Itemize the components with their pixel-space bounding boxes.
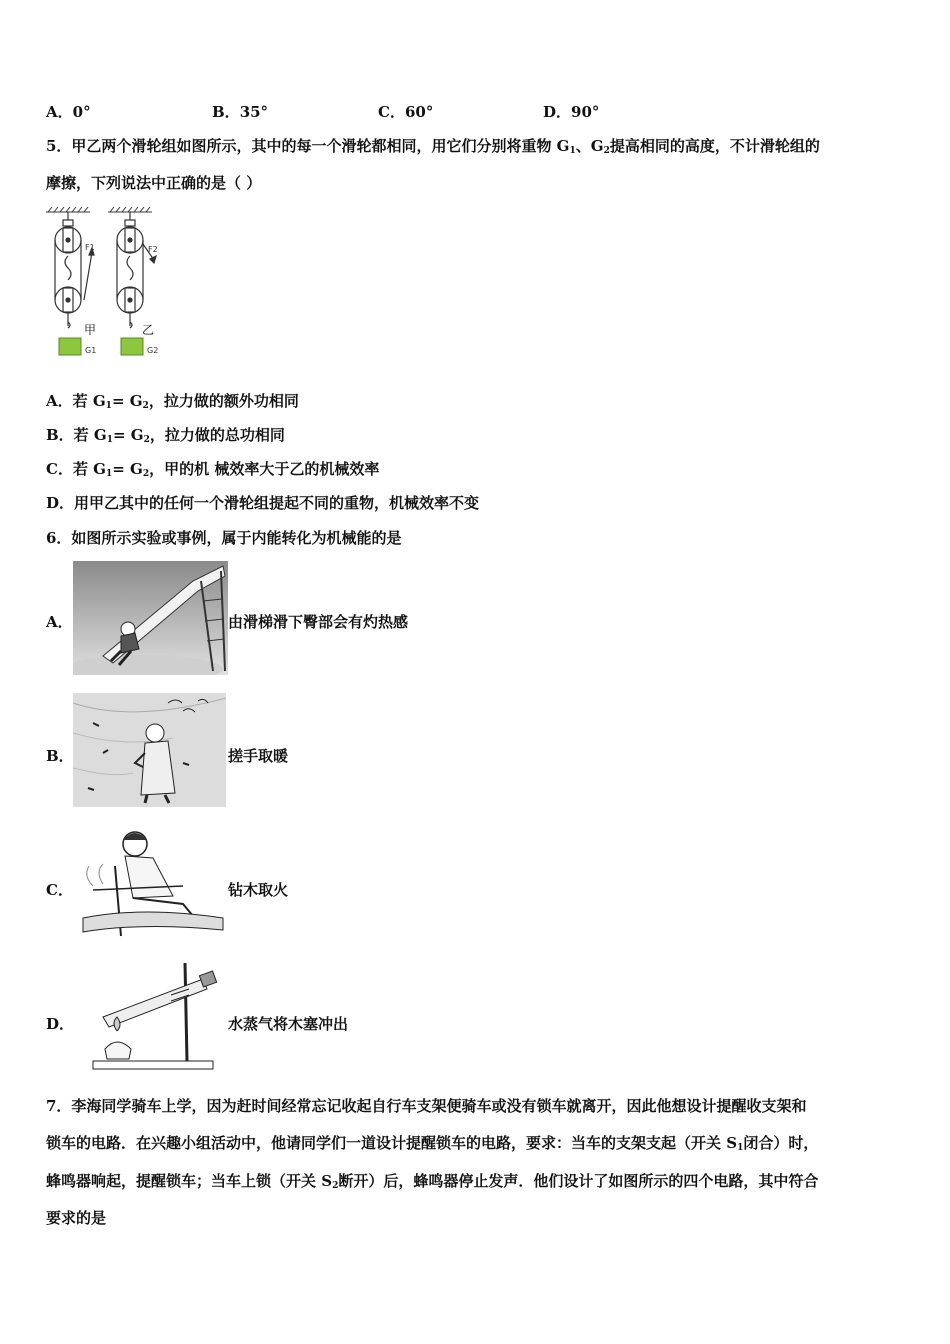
label-g2: G2 [147,346,159,355]
q6-stem: 6．如图所示实验或事例，属于内能转化为机械能的是 [46,529,402,547]
ceiling-right [108,207,152,212]
q4-option-c: C．60° [378,103,434,121]
label-jia: 甲 [84,323,97,337]
image-fire-drill [73,826,228,942]
q6-option-a-label: A． [46,613,73,631]
q5-option-a: A．若 $G_1= G_2$，拉力做的额外功相同 [46,392,299,411]
weight-g1 [59,338,81,355]
label-f2: F2 [148,245,158,254]
label-g1: G1 [85,346,97,355]
q5-option-c: C．若 $G_1= G_2$，甲的机 械效率大于乙的机械效率 [46,460,380,479]
q5-option-d: D．用甲乙其中的任何一个滑轮组提起不同的重物，机械效率不变 [46,494,480,512]
q6-option-b-text: 搓手取暖 [228,747,289,765]
q6-option-c-label: C． [46,881,73,899]
q7-line1: 7．李海同学骑车上学，因为赶时间经常忘记收起自行车支架便骑车或没有锁车就离开，因此他想设计提醒收支架和 [46,1097,807,1115]
weight-g2 [121,338,143,355]
image-steam-cork [73,959,228,1075]
q5-option-b: B．若 $G_1= G_2$，拉力做的总功相同 [46,426,285,445]
pulley-set-yi [117,212,156,328]
ceiling-left [46,207,90,212]
q7-line4: 要求的是 [46,1209,107,1227]
q4-option-a: A．0° [46,103,91,121]
image-rubbing-hands [73,693,226,807]
pulley-set-jia [55,212,94,328]
q6-option-c-text: 钻木取火 [228,881,289,899]
q4-option-b: B．35° [212,103,269,121]
q6-option-a-text: 由滑梯滑下臀部会有灼热感 [228,613,409,631]
q7-line3: 蜂鸣器响起，提醒锁车；当车上锁（开关 $S_2$断开）后，蜂鸣器停止发声．他们设计了如图所示的四个电路，其中符合 [46,1172,819,1191]
image-slide [73,561,228,675]
pulley-figure [44,204,174,360]
label-f1: F1 [85,243,95,252]
q6-option-d-text: 水蒸气将木塞冲出 [228,1015,349,1033]
q5-stem-line2: 摩擦，下列说法中正确的是（ ） [46,174,262,192]
q7-line2: 锁车的电路．在兴趣小组活动中，他请同学们一道设计提醒锁车的电路，要求：当车的支架支起（开关 $S_1$闭合）时， [46,1134,819,1153]
q4-option-d: D．90° [543,103,600,121]
q6-option-b-label: B． [46,747,74,765]
q6-option-d-label: D． [46,1015,75,1033]
q5-stem-line1: 5．甲乙两个滑轮组如图所示，其中的每一个滑轮都相同，用它们分别将重物 $G_1$、$G_2$提高相同的高度，不计滑轮组的 [46,137,820,156]
label-yi: 乙 [142,323,155,337]
